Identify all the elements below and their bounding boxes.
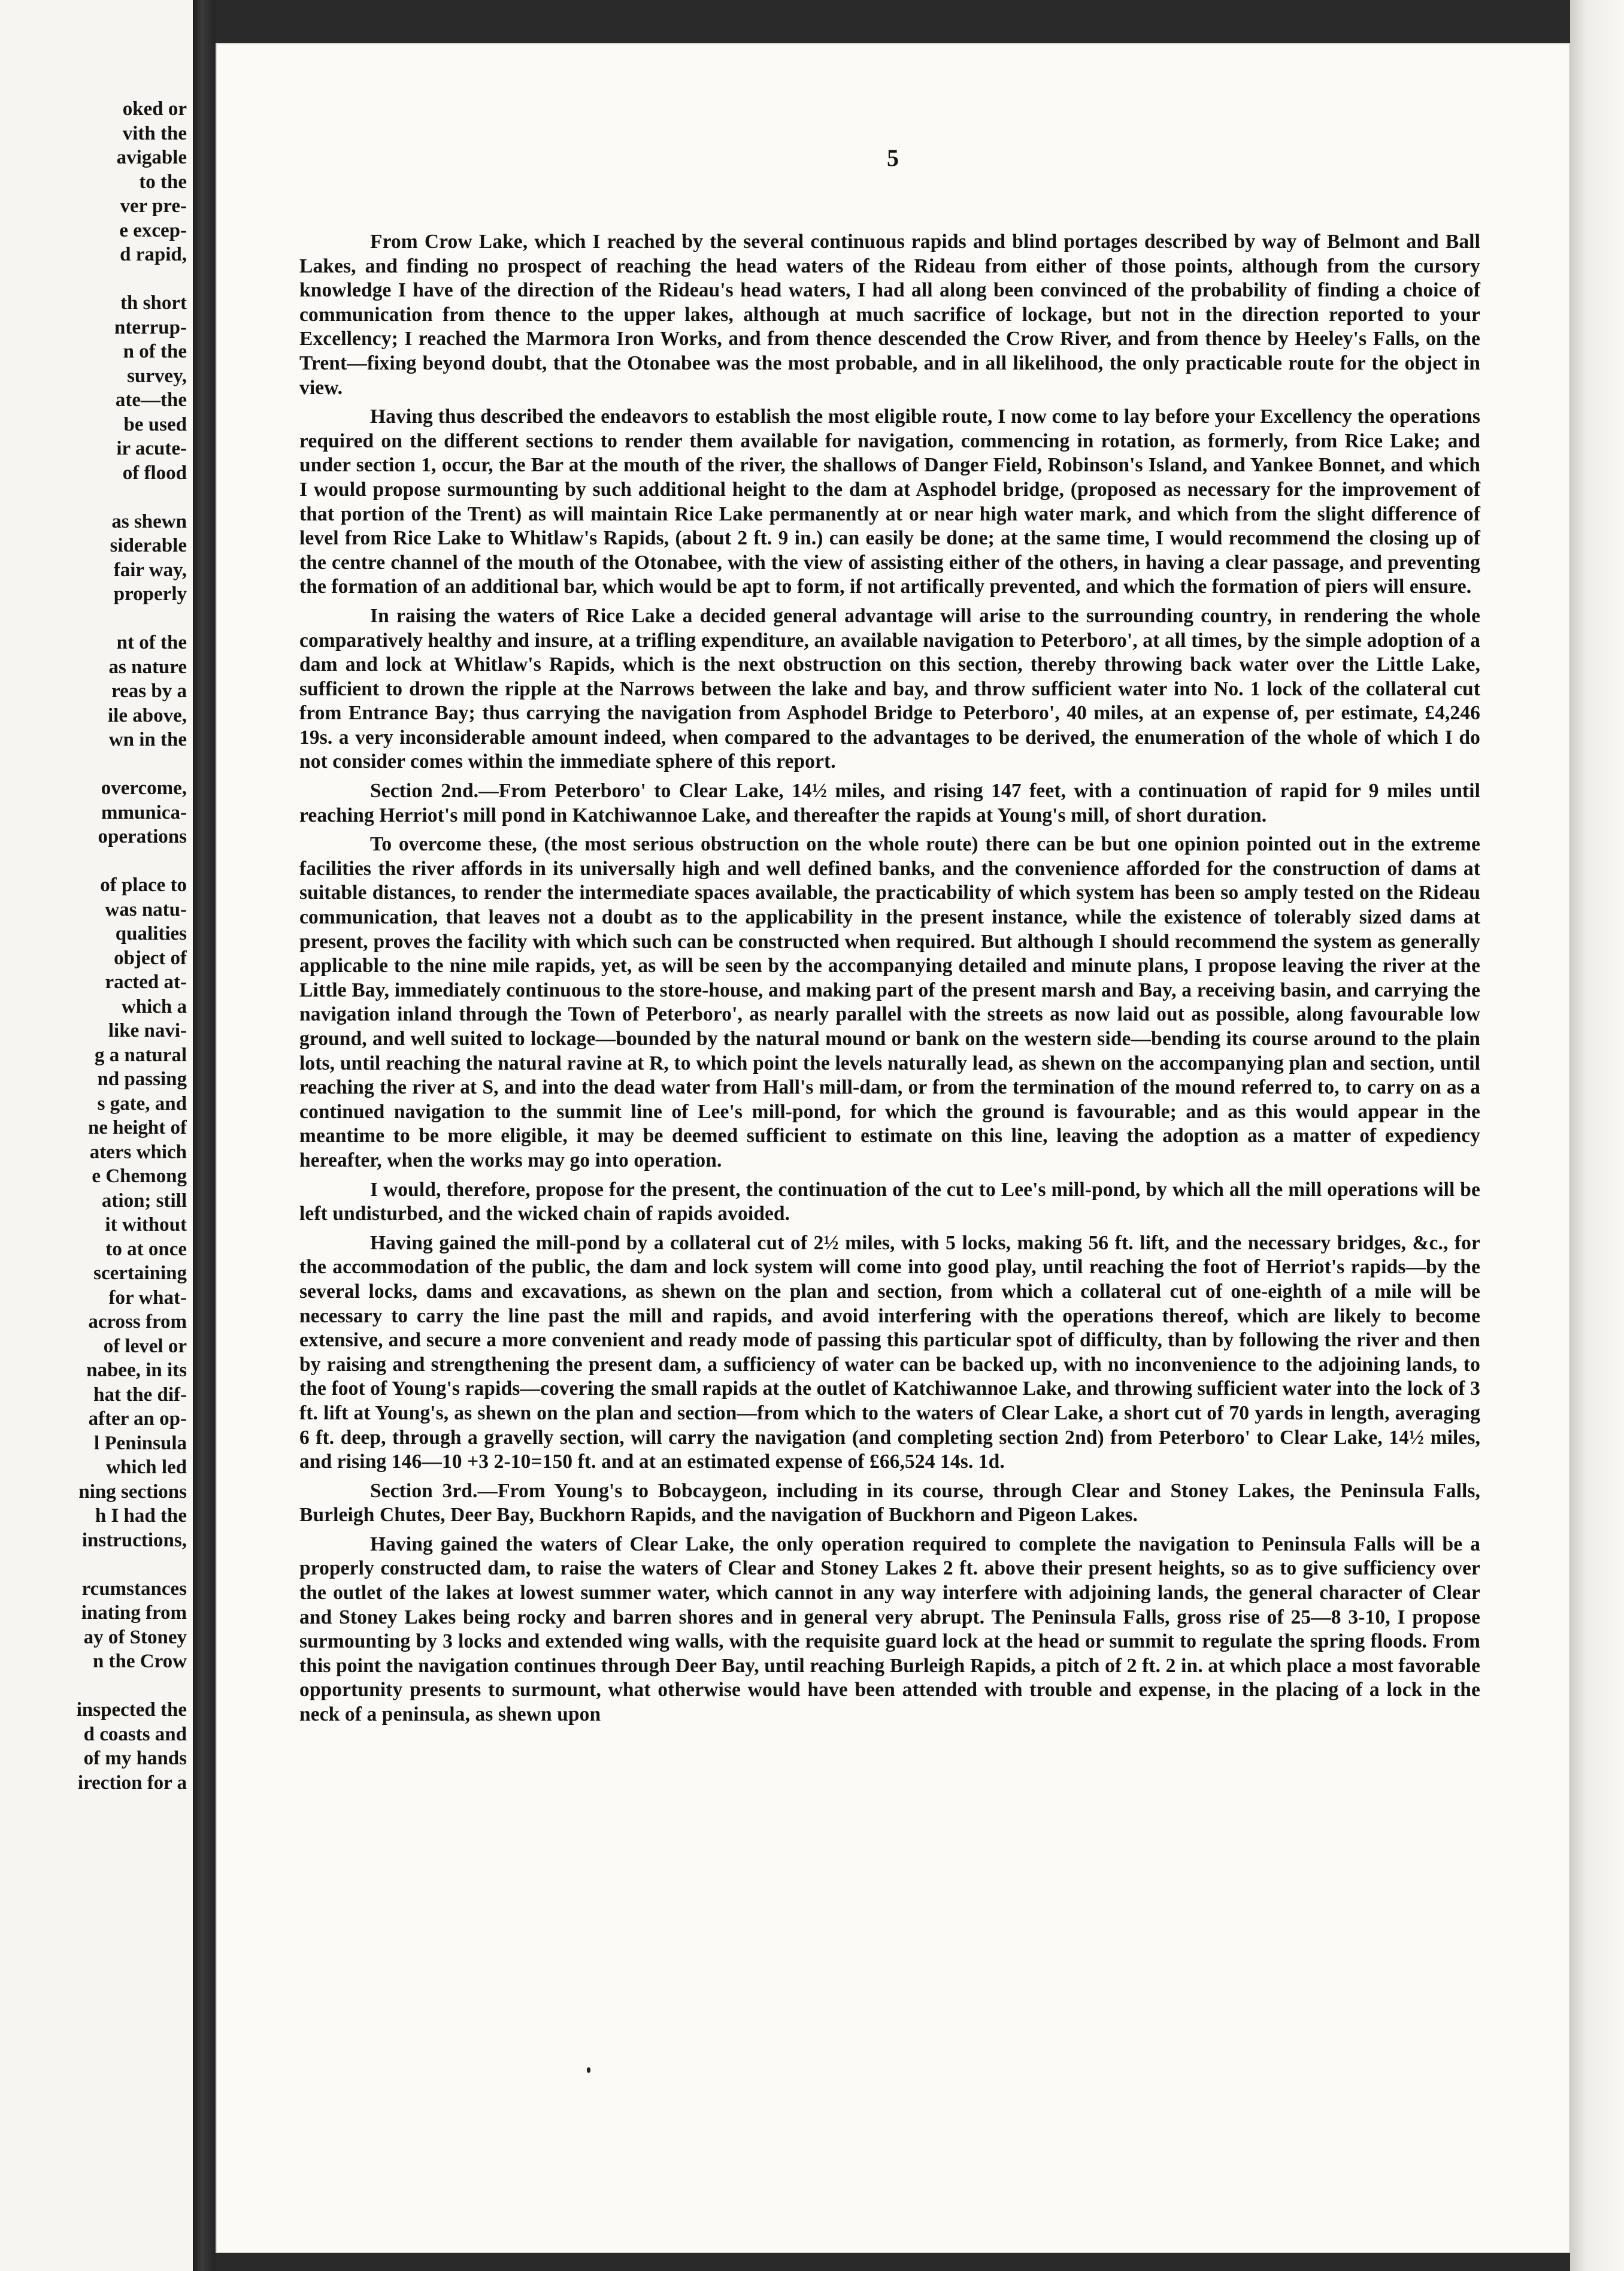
- adjacent-page-line: of level or: [103, 1335, 187, 1357]
- adjacent-page-line: as nature: [108, 656, 187, 678]
- ink-speck: [587, 2067, 590, 2073]
- adjacent-page-line: [7, 1552, 187, 1577]
- paragraph: Having gained the mill-pond by a collateral cut of 2½ miles, with 5 locks, making 56 ft. lift, and the necessary bridges, &c., for the accommodation of the public, the dam and lock system will come into good play, until reaching the foot of Herriot's rapids—by the several locks, dams and excavations, as shewn on the plan and section, from which a collateral cut of one-eighth of a mile will be necessary to carry the line past the mill and rapids, and avoid interfering with the operations thereof, which are likely to become extensive, and secure a more convenient and ready mode of passing this particular spot of difficulty, than by following the river and then by raising and strengthening the present dam, a sufficiency of water can be backed up, with no inconvenience to the adjoining lands, to the foot of Young's rapids—covering the small rapids at the outlet of Katchiwannoe Lake, and throwing sufficient water into the lock of 3 ft. lift at Young's, as shewn on the plan and section—from which to the waters of Clear Lake, a short cut of 70 yards in length, averaging 6 ft. deep, through a gravelly section, will carry the navigation (and completing section 2nd) from Peterboro' to Clear Lake, 14½ miles, and rising 146—10 +3 2-10=150 ft. and at an estimated expense of £66,524 14s. 1d.: [299, 1231, 1480, 1473]
- adjacent-page-line: for what-: [108, 1286, 187, 1309]
- adjacent-page-line: nt of the: [116, 632, 187, 653]
- adjacent-page-line: instructions,: [81, 1529, 187, 1551]
- adjacent-page-line: [7, 73, 187, 98]
- adjacent-page-line: properly: [113, 583, 187, 605]
- adjacent-page-line: [7, 752, 187, 777]
- adjacent-page-line: mmunica-: [101, 801, 187, 823]
- adjacent-page-line: [7, 0, 187, 25]
- adjacent-page-line: nd passing: [97, 1068, 187, 1090]
- adjacent-page-line: survey,: [127, 365, 187, 387]
- adjacent-page-line: [7, 849, 187, 874]
- adjacent-page-line: e excep-: [119, 219, 187, 241]
- adjacent-page-line: irection for a: [77, 1772, 187, 1794]
- adjacent-page-line: nabee, in its: [86, 1359, 187, 1381]
- adjacent-page-line: d coasts and: [83, 1723, 187, 1745]
- paragraph: Having gained the waters of Clear Lake, the only operation required to complete the navigation to Peninsula Falls will be a properly constructed dam, to raise the waters of Clear and Stoney Lakes 2 ft. above their present heights, so as to give sufficiency over the outlet of the lakes at lowest summer water, which cannot in any way interfere with adjoining lands, the general character of Clear and Stoney Lakes being rocky and barren shores and in general very abrupt. The Peninsula Falls, gross rise of 25—8 3-10, I propose surmounting by 3 locks and extended wing walls, with the requisite guard lock at the head or summit to regulate the spring floods. From this point the navigation continues through Deer Bay, until reaching Burleigh Rapids, a pitch of 2 ft. 2 in. at which place a most favorable opportunity presents to surmount, what otherwise would have been attended with trouble and expense, in the placing of a lock in the neck of a peninsula, as shewn upon: [299, 1533, 1480, 1726]
- adjacent-page-line: [7, 485, 187, 510]
- adjacent-page-line: racted at-: [105, 971, 187, 993]
- adjacent-page-line: [7, 1674, 187, 1698]
- adjacent-page-line: after an op-: [88, 1408, 187, 1430]
- adjacent-page-line: ver pre-: [120, 195, 187, 217]
- adjacent-page-line: d rapid,: [120, 244, 187, 265]
- adjacent-page-line: inspected the: [76, 1699, 187, 1721]
- adjacent-page-line: g a natural: [94, 1044, 187, 1066]
- adjacent-page-line: ate—the: [115, 389, 187, 411]
- page-number: 5: [887, 144, 899, 171]
- paragraph: Having thus described the endeavors to establish the most eligible route, I now come to lay before your Excellency the operations required on the different sections to render them available for navigation, commencing in rotation, as formerly, from Rice Lake; and under section 1, occur, the Bar at the mouth of the river, the shallows of Danger Field, Robinson's Island, and Yankee Bonnet, and which I would propose surmounting by such additional height to the dam at Asphodel bridge, (proposed as necessary for the improvement of that portion of the Trent) as will maintain Rice Lake permanently at or near high water mark, and which from the slight difference of level from Rice Lake to Whitlaw's Rapids, (about 2 ft. 9 in.) can easily be done; at the same time, I would recommend the closing up of the centre channel of the mouth of the Otonabee, with the view of assisting either of the others, in having a clear passage, and preventing the formation of an additional bar, which would be apt to form, if not artifically prevented, and which the formation of piers will ensure.: [299, 405, 1480, 598]
- adjacent-page-line: hat the dif-: [93, 1383, 187, 1406]
- adjacent-page-line: across from: [88, 1311, 187, 1333]
- adjacent-page-line: like navi-: [108, 1020, 187, 1041]
- paragraph: Section 3rd.—From Young's to Bobcaygeon, including in its course, through Clear and Stoney Lakes, the Peninsula Falls, Burleigh Chutes, Deer Bay, Buckhorn Rapids, and the navigation of Buckhorn and Pigeon Lakes.: [299, 1479, 1480, 1527]
- adjacent-page-line: [7, 607, 187, 631]
- adjacent-page-line: avigable: [116, 147, 187, 168]
- adjacent-page-line: vith the: [122, 122, 187, 144]
- adjacent-page-line: rcumstances: [81, 1577, 187, 1600]
- adjacent-page-line: of flood: [122, 462, 187, 484]
- adjacent-page-line: operations: [98, 826, 187, 847]
- adjacent-page-line: aters which: [89, 1141, 187, 1163]
- adjacent-page-line: [7, 49, 187, 73]
- adjacent-page-line: which a: [121, 995, 187, 1018]
- adjacent-page-line: to at once: [105, 1238, 187, 1260]
- adjacent-page-line: of place to: [100, 874, 187, 896]
- page-edge: [1570, 0, 1624, 2271]
- adjacent-page-line: siderable: [110, 535, 187, 556]
- adjacent-page-line: to the: [139, 171, 187, 193]
- adjacent-page-line: ir acute-: [116, 438, 187, 459]
- adjacent-page-line: [7, 25, 187, 49]
- adjacent-page-line: th short: [120, 292, 187, 314]
- adjacent-page-line: of my hands: [83, 1748, 187, 1769]
- adjacent-page-line: ay of Stoney: [83, 1626, 187, 1648]
- adjacent-page-line: h I had the: [95, 1505, 187, 1527]
- adjacent-page-line: which led: [106, 1457, 187, 1478]
- adjacent-page-line: overcome,: [101, 777, 187, 799]
- adjacent-page-line: reas by a: [111, 680, 187, 702]
- paragraph: To overcome these, (the most serious obstruction on the whole route) there can be but one opinion pointed out in the extreme facilities the river affords in its universally high and well defined banks, and the convenience afforded for the construction of dams at suitable distances, to render the intermediate spaces available, the practicability of which system has been so amply tested on the Rideau communication, that leaves not a doubt as to the applicability in the present instance, while the existence of tolerably sized dams at present, proves the facility with which such can be constructed when required. But although I should recommend the system as generally applicable to the nine mile rapids, yet, as will be seen by the accompanying detailed and minute plans, I propose leaving the river at the Little Bay, immediately continuous to the store-house, and making part of the present marsh and Bay, a receiving basin, and carrying the navigation inland through the Town of Peterboro', as nearly parallel with the streets as now laid out as possible, along favourable low ground, and well suited to lockage—bounded by the natural mound or bank on the western side—bending its course around to the plain lots, until reaching the natural ravine at R, to which point the levels naturally lead, as shewn on the accompanying plan and section, until reaching the river at S, and into the dead water from Hall's mill-dam, or from the termination of the mound referred to, to carry on as a continued navigation to the summit line of Lee's mill-pond, for which the ground is favourable; and as this would appear in the meantime to be more eligible, it may be deemed sufficient to estimate on this line, leaving the adoption as a matter of expediency hereafter, when the works may go into operation.: [299, 833, 1480, 1171]
- paragraph: Section 2nd.—From Peterboro' to Clear Lake, 14½ miles, and rising 147 feet, with a continuation of rapid for 9 miles until reaching Herriot's mill pond in Katchiwannoe Lake, and thereafter the rapids at Young's mill, of short duration.: [299, 780, 1480, 826]
- adjacent-page-line: nterrup-: [114, 316, 187, 338]
- adjacent-page-line: ning sections: [78, 1480, 187, 1503]
- adjacent-page-line: was natu-: [105, 898, 187, 920]
- adjacent-page-line: object of: [114, 947, 187, 969]
- adjacent-page-line: ation; still: [101, 1189, 187, 1212]
- adjacent-page-line: as shewn: [111, 510, 187, 532]
- adjacent-page-line: l Peninsula: [94, 1432, 187, 1454]
- adjacent-page-line: wn in the: [108, 729, 187, 750]
- adjacent-page-line: inating from: [81, 1602, 187, 1624]
- adjacent-page-line: fair way,: [113, 559, 187, 581]
- adjacent-page: [0, 0, 193, 2271]
- adjacent-page-line: ile above,: [108, 704, 187, 726]
- adjacent-page-text: [7, 0, 187, 1795]
- adjacent-page-line: n of the: [123, 341, 187, 362]
- body-text: [299, 230, 1480, 1732]
- adjacent-page-line: oked or: [122, 98, 187, 120]
- paragraph: In raising the waters of Rice Lake a decided general advantage will arise to the surrounding country, in rendering the whole comparatively healthy and insure, at a trifling expenditure, an available navigation to Peterboro', at all times, by the simple adoption of a dam and lock at Whitlaw's Rapids, which is the next obstruction on this section, thereby throwing back water over the Little Lake, sufficient to drown the ripple at the Narrows between the lake and bay, and throw sufficient water into No. 1 lock of the collateral cut from Entrance Bay; thus carrying the navigation from Asphodel Bridge to Peterboro', 40 miles, at an expense of, per estimate, £4,246 19s. a very inconsiderable amount indeed, when compared to the advantages to be derived, the enumeration of the whole of which I do not consider comes within the immediate sphere of this report.: [299, 604, 1480, 773]
- adjacent-page-line: scertaining: [93, 1262, 187, 1284]
- adjacent-page-line: n the Crow: [92, 1651, 187, 1672]
- adjacent-page-line: qualities: [115, 923, 187, 944]
- document-page: [216, 43, 1570, 2253]
- paragraph: I would, therefore, propose for the present, the continuation of the cut to Lee's mill-pond, by which all the mill operations will be left undisturbed, and the wicked chain of rapids avoided.: [299, 1178, 1480, 1225]
- adjacent-page-line: it without: [105, 1214, 187, 1236]
- book-gutter: [193, 0, 216, 2271]
- adjacent-page-line: e Chemong: [92, 1165, 187, 1187]
- paragraph: From Crow Lake, which I reached by the several continuous rapids and blind portages described by way of Belmont and Ball Lakes, and finding no prospect of reaching the head waters of the Rideau from either of those points, although from the cursory knowledge I have of the direction of the Rideau's head waters, I had all along been convinced of the probability of finding a choice of communication from thence to the upper lakes, although at much sacrifice of lockage, but not in the direction reported to your Excellency; I reached the Marmora Iron Works, and from thence descended the Crow River, and from thence by Heeley's Falls, on the Trent—fixing beyond doubt, that the Otonabee was the most probable, and in all likelihood, the only practicable route for the object in view.: [299, 231, 1480, 399]
- adjacent-page-line: be used: [123, 413, 187, 435]
- adjacent-page-line: s gate, and: [97, 1092, 187, 1115]
- adjacent-page-line: ne height of: [88, 1117, 187, 1138]
- adjacent-page-line: [7, 267, 187, 292]
